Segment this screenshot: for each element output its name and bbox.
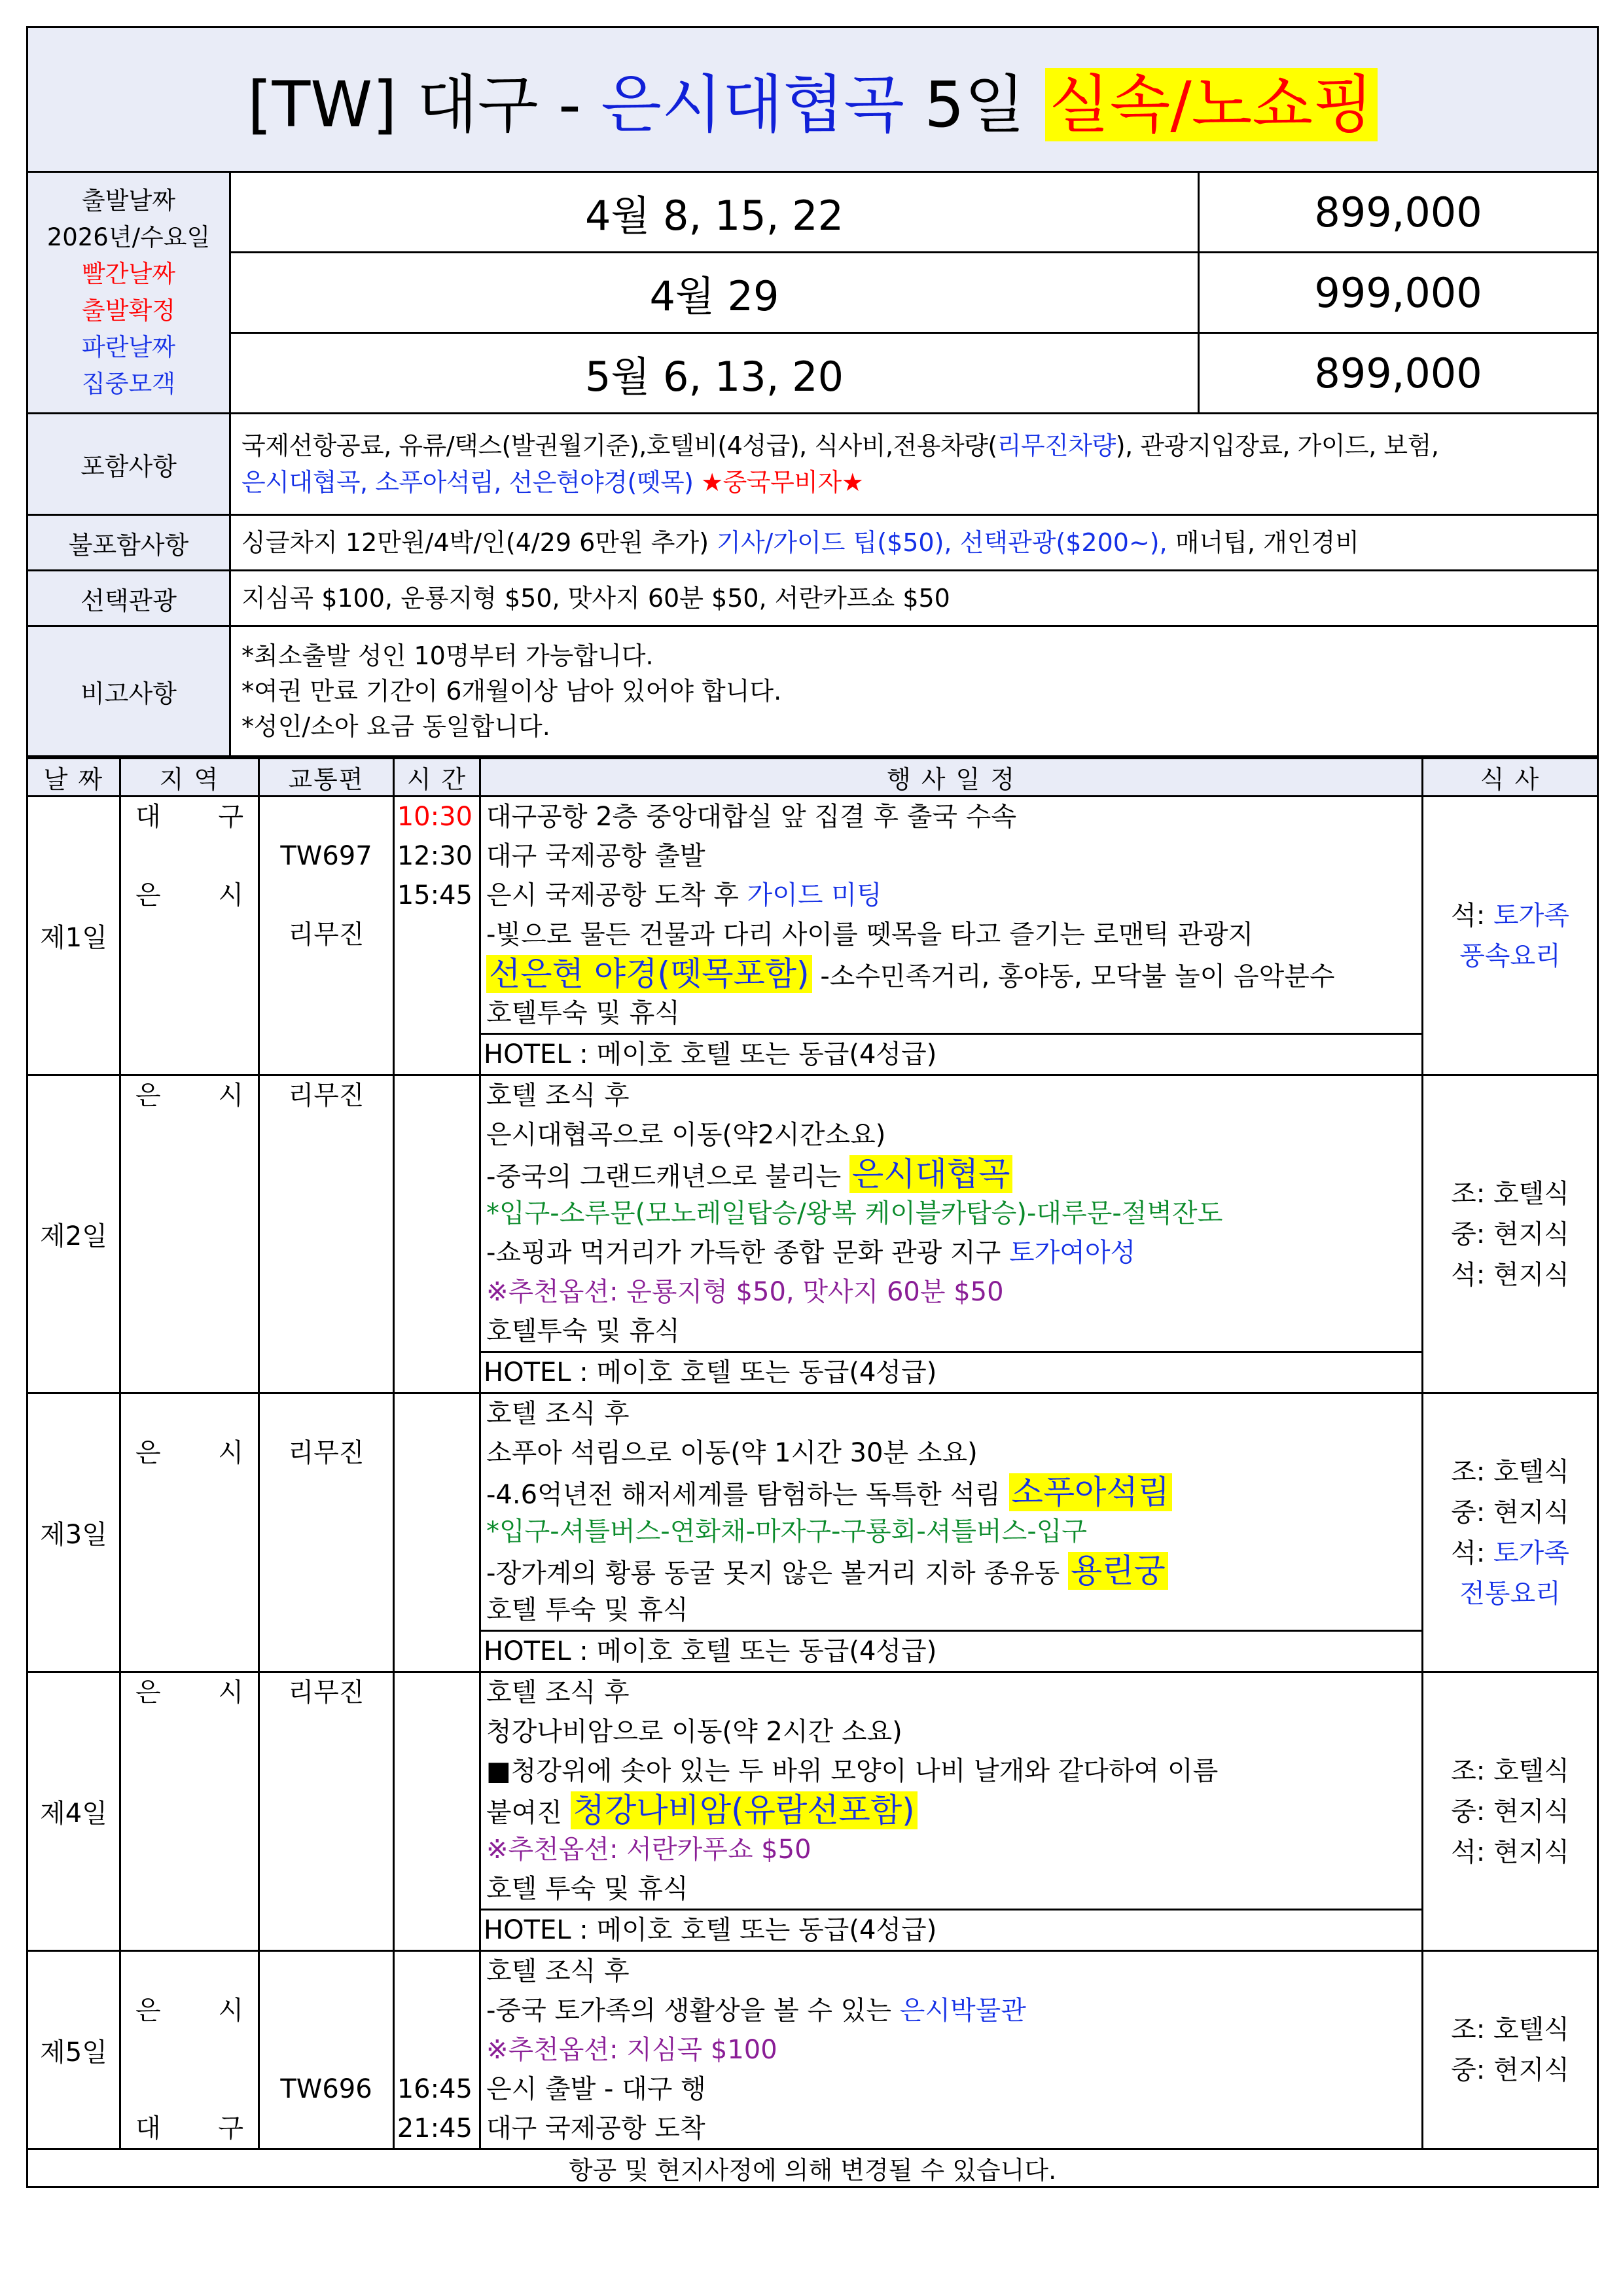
day-row xyxy=(27,1672,1598,1951)
schedule-text: *입구-셔틀버스-연화채-마자구-구룡회-셔틀버스-입구 xyxy=(486,1516,1088,1547)
schedule-text: -장가계의 황룡 동굴 못지 않은 볼거리 지하 종유동 xyxy=(486,1558,1068,1588)
schedule-text: *입구-소루문(모노레일탑승/왕복 케이블카탑승)-대루문-절벽잔도 xyxy=(486,1198,1223,1229)
transport-line xyxy=(260,1551,393,1590)
meal-cell xyxy=(1423,1672,1598,1951)
day-row xyxy=(27,797,1598,1075)
region-cell xyxy=(120,1393,259,1672)
schedule-line xyxy=(481,1952,1421,1991)
time-line xyxy=(395,915,473,954)
region-char: 은 xyxy=(135,1677,161,1708)
meal-value: 현지식 xyxy=(1493,2055,1569,2085)
region-line xyxy=(121,1473,258,1512)
time-cell xyxy=(394,1393,480,1672)
time-line xyxy=(395,1751,473,1791)
time-line: 21:45 xyxy=(397,2113,473,2144)
transport-line: 리무진 xyxy=(288,1081,365,1111)
excluded-tips: 기사/가이드 팁($50), 선택관광($200~), xyxy=(717,528,1168,557)
schedule-cell xyxy=(480,1075,1423,1393)
transport-line xyxy=(260,1155,393,1194)
schedule-line xyxy=(481,1869,1421,1909)
excluded-text: 매너팁, 개인경비 xyxy=(1167,528,1359,557)
meal-value: 전통요리 xyxy=(1459,1578,1561,1609)
region-line xyxy=(121,1155,258,1194)
meal-line xyxy=(1423,936,1597,977)
schedule-text: 은시박물관 xyxy=(899,1996,1026,2026)
meal-label: 석: xyxy=(1451,1837,1493,1867)
excluded-text: 싱글차지 12만원/4박/인(4/29 6만원 추가) xyxy=(241,528,717,557)
meal-label: 중: xyxy=(1451,2055,1493,2085)
transport-line xyxy=(260,1233,393,1272)
schedule-line xyxy=(481,1076,1421,1115)
transport-line xyxy=(260,1712,393,1751)
schedule-line xyxy=(481,1233,1421,1272)
meal-line xyxy=(1423,895,1597,936)
included-attractions: 은시대협곡, 소푸아석림, 선은현야경(뗏목) xyxy=(241,468,694,497)
schedule-line xyxy=(481,1512,1421,1551)
schedule-text: 대구 국제공항 도착 xyxy=(486,2113,705,2144)
hotel-line: HOTEL : 메이호 호텔 또는 동급(4성급) xyxy=(481,1630,1421,1671)
time-line xyxy=(395,1869,473,1909)
region-line xyxy=(121,1433,258,1473)
region-line xyxy=(121,1312,258,1351)
region-line xyxy=(121,1394,258,1433)
time-line xyxy=(395,1673,473,1712)
title-destination: 은시대협곡 xyxy=(601,67,904,141)
page-title xyxy=(27,27,1598,172)
schedule-line xyxy=(481,1830,1421,1869)
region-line xyxy=(121,1272,258,1312)
transport-cell xyxy=(259,1393,394,1672)
meal-value: 풍속요리 xyxy=(1459,941,1561,971)
schedule-line xyxy=(481,1272,1421,1312)
schedule-line xyxy=(481,836,1421,876)
schedule-text: 토가여아성 xyxy=(1008,1238,1136,1268)
schedule-line xyxy=(481,994,1421,1033)
schedule-text: -소수민족거리, 홍야동, 모닥불 놀이 음악분수 xyxy=(812,961,1335,992)
excluded-value xyxy=(230,515,1598,571)
schedule-line xyxy=(481,1673,1421,1712)
meal-line xyxy=(1423,1492,1597,1533)
meal-line xyxy=(1423,1255,1597,1295)
region-line xyxy=(121,994,258,1033)
day-label: 제3일 xyxy=(27,1393,120,1672)
schedule-text: 소푸아 석림으로 이동(약 1시간 30분 소요) xyxy=(486,1438,978,1468)
schedule-cell xyxy=(480,1951,1423,2149)
region-line xyxy=(121,1830,258,1869)
region-line xyxy=(121,1952,258,1991)
region-line xyxy=(121,1751,258,1791)
meal-line xyxy=(1423,1832,1597,1873)
departure-price: 999,000 xyxy=(1199,253,1598,333)
schedule-text: ※추천옵션: 서란카푸쇼 $50 xyxy=(486,1835,812,1865)
schedule-text: 청강나비암으로 이동(약 2시간 소요) xyxy=(486,1717,902,1747)
day-label: 제5일 xyxy=(27,1951,120,2149)
time-line xyxy=(395,994,473,1033)
time-line: 10:30 xyxy=(397,802,473,832)
region-line xyxy=(121,1869,258,1909)
meal-cell xyxy=(1423,797,1598,1075)
region-line xyxy=(121,797,258,836)
included-label: 포함사항 xyxy=(27,414,230,515)
header-schedule: 행 사 일 정 xyxy=(480,759,1423,797)
schedule-text: 호텔 투숙 및 휴식 xyxy=(486,1874,688,1904)
note-line: *성인/소아 요금 동일합니다. xyxy=(241,712,550,741)
transport-line: TW696 xyxy=(280,2074,372,2104)
region-char: 시 xyxy=(218,1677,243,1708)
meal-line xyxy=(1423,1452,1597,1492)
schedule-line xyxy=(481,915,1421,954)
meal-line xyxy=(1423,1533,1597,1573)
time-line: 15:45 xyxy=(397,880,473,910)
schedule-line xyxy=(481,1473,1421,1512)
region-line xyxy=(121,876,258,915)
meal-label: 중: xyxy=(1451,1796,1493,1827)
transport-line xyxy=(260,797,393,836)
schedule-line xyxy=(481,1991,1421,2030)
day-label: 제1일 xyxy=(27,797,120,1075)
included-vehicle: 리무진차량 xyxy=(997,431,1116,460)
title-prefix: [TW] 대구 - xyxy=(247,67,601,141)
optional-label: 선택관광 xyxy=(27,571,230,626)
meal-label: 중: xyxy=(1451,1497,1493,1528)
region-cell xyxy=(120,1672,259,1951)
schedule-text: 호텔 조식 후 xyxy=(486,1081,630,1111)
schedule-text: -쇼핑과 먹거리가 가득한 종합 문화 관광 지구 xyxy=(486,1238,1009,1268)
transport-line xyxy=(260,2030,393,2070)
time-line xyxy=(395,1194,473,1233)
header-transport: 교통편 xyxy=(259,759,394,797)
departure-label xyxy=(27,172,230,414)
departure-dates: 4월 29 xyxy=(230,253,1199,333)
meal-line xyxy=(1423,1791,1597,1832)
meal-value: 토가족 xyxy=(1493,900,1569,931)
transport-line xyxy=(260,1312,393,1351)
schedule-text: 가이드 미팅 xyxy=(747,880,882,910)
meal-line xyxy=(1423,2050,1597,2090)
region-char: 시 xyxy=(218,880,243,910)
meal-line xyxy=(1423,1573,1597,1614)
title-duration: 5일 xyxy=(904,67,1045,141)
transport-line xyxy=(260,876,393,915)
region-char: 시 xyxy=(218,1996,243,2026)
meal-value: 호텔식 xyxy=(1493,2015,1569,2045)
time-line xyxy=(395,1991,473,2030)
schedule-text: 대구 국제공항 출발 xyxy=(486,841,705,871)
time-line xyxy=(395,1830,473,1869)
transport-line: 리무진 xyxy=(288,1438,365,1468)
region-char: 대 xyxy=(135,2113,161,2144)
schedule-line xyxy=(481,1194,1421,1233)
region-line xyxy=(121,1076,258,1115)
meal-cell xyxy=(1423,1951,1598,2149)
meal-line xyxy=(1423,1751,1597,1791)
time-cell xyxy=(394,1672,480,1951)
region-line xyxy=(121,2109,258,2148)
transport-line xyxy=(260,1473,393,1512)
transport-line xyxy=(260,1991,393,2030)
schedule-line xyxy=(481,797,1421,836)
time-line: 12:30 xyxy=(397,841,473,871)
region-char: 은 xyxy=(135,1438,161,1468)
day-row xyxy=(27,1393,1598,1672)
meal-cell xyxy=(1423,1393,1598,1672)
meal-value: 현지식 xyxy=(1493,1497,1569,1528)
header-day: 날 짜 xyxy=(27,759,120,797)
time-cell xyxy=(394,1075,480,1393)
transport-line xyxy=(260,1115,393,1155)
time-line: 16:45 xyxy=(397,2074,473,2104)
departure-label-line: 출발날짜 xyxy=(82,187,175,215)
region-line xyxy=(121,2070,258,2109)
itinerary-page xyxy=(26,26,1597,2188)
blue-date-legend: 집중모객 xyxy=(82,370,175,398)
region-char: 은 xyxy=(135,880,161,910)
time-line xyxy=(395,1433,473,1473)
schedule-line xyxy=(481,1712,1421,1751)
time-line xyxy=(395,1512,473,1551)
schedule-text: -빛으로 물든 건물과 다리 사이를 뗏목을 타고 즐기는 로맨틱 관광지 xyxy=(486,920,1254,950)
meal-value: 현지식 xyxy=(1493,1837,1569,1867)
region-cell xyxy=(120,1951,259,2149)
transport-line xyxy=(260,994,393,1033)
hotel-line: HOTEL : 메이호 호텔 또는 동급(4성급) xyxy=(481,1909,1421,1950)
schedule-text: 붙여진 xyxy=(486,1798,571,1828)
region-line xyxy=(121,954,258,994)
region-line xyxy=(121,1791,258,1830)
blue-date-legend: 파란날짜 xyxy=(82,333,175,361)
schedule-text: -중국 토가족의 생활상을 볼 수 있는 xyxy=(486,1996,900,2026)
region-line xyxy=(121,1233,258,1272)
meal-line xyxy=(1423,1174,1597,1214)
title-highlight: 실속/노쇼핑 xyxy=(1045,68,1378,141)
schedule-text: 호텔 조식 후 xyxy=(486,1677,630,1708)
meal-label: 석: xyxy=(1451,900,1493,931)
note-line: *여권 만료 기간이 6개월이상 남아 있어야 합니다. xyxy=(241,677,782,706)
schedule-text: ■청강위에 솟아 있는 두 바위 모양이 나비 날개와 같다하여 이름 xyxy=(486,1756,1219,1786)
time-line xyxy=(395,954,473,994)
region-char: 구 xyxy=(218,802,243,832)
transport-cell xyxy=(259,1951,394,2149)
header-time: 시 간 xyxy=(394,759,480,797)
day-label: 제4일 xyxy=(27,1672,120,1951)
region-line xyxy=(121,1673,258,1712)
included-text: 국제선항공료, 유류/택스(발권월기준),호텔비(4성급), 식사비,전용차량( xyxy=(241,431,997,460)
schedule-line xyxy=(481,1155,1421,1194)
red-date-legend: 출발확정 xyxy=(82,296,175,325)
red-date-legend: 빨간날짜 xyxy=(82,260,175,288)
schedule-text: 호텔 조식 후 xyxy=(486,1956,630,1986)
meal-label: 중: xyxy=(1451,1219,1493,1249)
schedule-text: ※추천옵션: 운룡지형 $50, 맛사지 60분 $50 xyxy=(486,1277,1004,1307)
hotel-line: HOTEL : 메이호 호텔 또는 동급(4성급) xyxy=(481,1351,1421,1392)
region-cell xyxy=(120,797,259,1075)
time-cell xyxy=(394,797,480,1075)
schedule-line xyxy=(481,1312,1421,1351)
meal-value: 현지식 xyxy=(1493,1219,1569,1249)
note-line: *최소출발 성인 10명부터 가능합니다. xyxy=(241,641,654,670)
transport-line xyxy=(260,2109,393,2148)
time-line xyxy=(395,1952,473,1991)
highlight-attraction: 선은현 야경(뗏목포함) xyxy=(486,955,812,993)
schedule-line xyxy=(481,954,1421,994)
time-line xyxy=(395,1272,473,1312)
region-line xyxy=(121,2030,258,2070)
highlight-attraction: 은시대협곡 xyxy=(849,1155,1013,1193)
transport-line xyxy=(260,1830,393,1869)
meal-label: 조: xyxy=(1451,1755,1493,1786)
schedule-text: 호텔 조식 후 xyxy=(486,1399,630,1429)
schedule-header xyxy=(27,759,1598,797)
region-char: 시 xyxy=(218,1438,243,1468)
schedule-line xyxy=(481,2070,1421,2109)
day-row xyxy=(27,1951,1598,2149)
schedule-line xyxy=(481,1551,1421,1590)
region-char: 대 xyxy=(135,802,161,832)
day-label: 제2일 xyxy=(27,1075,120,1393)
region-line xyxy=(121,1194,258,1233)
meal-line xyxy=(1423,1214,1597,1255)
region-line xyxy=(121,1991,258,2030)
header-meal: 식 사 xyxy=(1423,759,1598,797)
meal-value: 현지식 xyxy=(1493,1796,1569,1827)
meal-label: 조: xyxy=(1451,2015,1493,2045)
transport-line xyxy=(260,1194,393,1233)
departure-price: 899,000 xyxy=(1199,333,1598,414)
time-line xyxy=(395,2030,473,2070)
transport-line xyxy=(260,1952,393,1991)
time-line xyxy=(395,1590,473,1630)
meal-cell xyxy=(1423,1075,1598,1393)
meal-value: 현지식 xyxy=(1493,1259,1569,1290)
top-table xyxy=(26,26,1599,757)
excluded-label: 불포함사항 xyxy=(27,515,230,571)
transport-line xyxy=(260,1272,393,1312)
transport-cell xyxy=(259,1075,394,1393)
region-char: 은 xyxy=(135,1996,161,2026)
schedule-line xyxy=(481,2109,1421,2148)
schedule-text: 호텔투숙 및 휴식 xyxy=(486,998,680,1028)
transport-line: 리무진 xyxy=(288,920,365,950)
departure-label-line: 2026년/수요일 xyxy=(46,223,211,251)
time-line xyxy=(395,1473,473,1512)
time-cell xyxy=(394,1951,480,2149)
region-char: 시 xyxy=(218,1081,243,1111)
time-line xyxy=(395,1394,473,1433)
schedule-cell xyxy=(480,1672,1423,1951)
highlight-attraction: 용린궁 xyxy=(1068,1552,1168,1590)
departure-dates: 4월 8, 15, 22 xyxy=(230,172,1199,253)
schedule-line xyxy=(481,876,1421,915)
region-cell xyxy=(120,1075,259,1393)
time-line xyxy=(395,1155,473,1194)
included-value xyxy=(230,414,1598,515)
transport-cell xyxy=(259,1672,394,1951)
schedule-line xyxy=(481,1590,1421,1630)
schedule-cell xyxy=(480,1393,1423,1672)
region-char: 은 xyxy=(135,1081,161,1111)
meal-value: 호텔식 xyxy=(1493,1456,1569,1487)
schedule-text: 은시 출발 - 대구 행 xyxy=(486,2074,706,2104)
schedule-text: 은시 국제공항 도착 후 xyxy=(486,880,747,910)
highlight-attraction: 소푸아석림 xyxy=(1009,1473,1173,1511)
schedule-text: -4.6억년전 해저세계를 탐험하는 독특한 석림 xyxy=(486,1480,1009,1510)
schedule-cell xyxy=(480,797,1423,1075)
schedule-line xyxy=(481,2030,1421,2070)
included-text: ), 관광지입장료, 가이드, 보험, xyxy=(1115,431,1439,460)
notes-label: 비고사항 xyxy=(27,626,230,757)
schedule-text: 호텔 투숙 및 휴식 xyxy=(486,1595,688,1625)
transport-line xyxy=(260,1394,393,1433)
visa-free-note: ★중국무비자★ xyxy=(693,468,864,497)
schedule-text: 은시대협곡으로 이동(약2시간소요) xyxy=(486,1120,886,1150)
schedule-text: ※추천옵션: 지심곡 $100 xyxy=(486,2035,777,2065)
schedule-line xyxy=(481,1751,1421,1791)
transport-cell xyxy=(259,797,394,1075)
meal-line xyxy=(1423,2009,1597,2050)
transport-line: TW697 xyxy=(280,841,372,871)
highlight-attraction: 청강나비암(유람선포함) xyxy=(571,1791,918,1829)
time-line xyxy=(395,1115,473,1155)
departure-price: 899,000 xyxy=(1199,172,1598,253)
transport-line xyxy=(260,1791,393,1830)
schedule-line xyxy=(481,1791,1421,1830)
region-line xyxy=(121,1512,258,1551)
transport-line: 리무진 xyxy=(288,1677,365,1708)
schedule-text: -중국의 그랜드캐년으로 불리는 xyxy=(486,1162,849,1192)
region-line xyxy=(121,836,258,876)
meal-label: 석: xyxy=(1451,1259,1493,1290)
schedule-line xyxy=(481,1433,1421,1473)
transport-line xyxy=(260,1590,393,1630)
meal-label: 조: xyxy=(1451,1178,1493,1209)
time-line xyxy=(395,1233,473,1272)
schedule-table xyxy=(26,757,1599,2188)
meal-value: 호텔식 xyxy=(1493,1755,1569,1786)
region-line xyxy=(121,1712,258,1751)
schedule-text: 대구공항 2층 중앙대합실 앞 집결 후 출국 수속 xyxy=(486,802,1016,832)
meal-label: 조: xyxy=(1451,1456,1493,1487)
transport-line xyxy=(260,954,393,994)
time-line xyxy=(395,1551,473,1590)
footer-note: 항공 및 현지사정에 의해 변경될 수 있습니다. xyxy=(27,2149,1598,2187)
region-line xyxy=(121,1551,258,1590)
schedule-line xyxy=(481,1394,1421,1433)
meal-label: 석: xyxy=(1451,1537,1493,1568)
time-line xyxy=(395,1076,473,1115)
transport-line xyxy=(260,1869,393,1909)
time-line xyxy=(395,1712,473,1751)
region-line xyxy=(121,1590,258,1630)
schedule-line xyxy=(481,1115,1421,1155)
day-row xyxy=(27,1075,1598,1393)
transport-line xyxy=(260,1512,393,1551)
time-line xyxy=(395,1791,473,1830)
time-line xyxy=(395,1312,473,1351)
meal-value: 호텔식 xyxy=(1493,1178,1569,1209)
region-line xyxy=(121,1115,258,1155)
notes-value xyxy=(230,626,1598,757)
header-region: 지 역 xyxy=(120,759,259,797)
schedule-text: 호텔투숙 및 휴식 xyxy=(486,1316,680,1346)
transport-line xyxy=(260,1751,393,1791)
departure-dates: 5월 6, 13, 20 xyxy=(230,333,1199,414)
region-line xyxy=(121,915,258,954)
region-char: 구 xyxy=(218,2113,243,2144)
hotel-line: HOTEL : 메이호 호텔 또는 동급(4성급) xyxy=(481,1033,1421,1074)
optional-value: 지심곡 $100, 운룡지형 $50, 맛사지 60분 $50, 서란카프쇼 $50 xyxy=(230,571,1598,626)
meal-value: 토가족 xyxy=(1493,1537,1569,1568)
